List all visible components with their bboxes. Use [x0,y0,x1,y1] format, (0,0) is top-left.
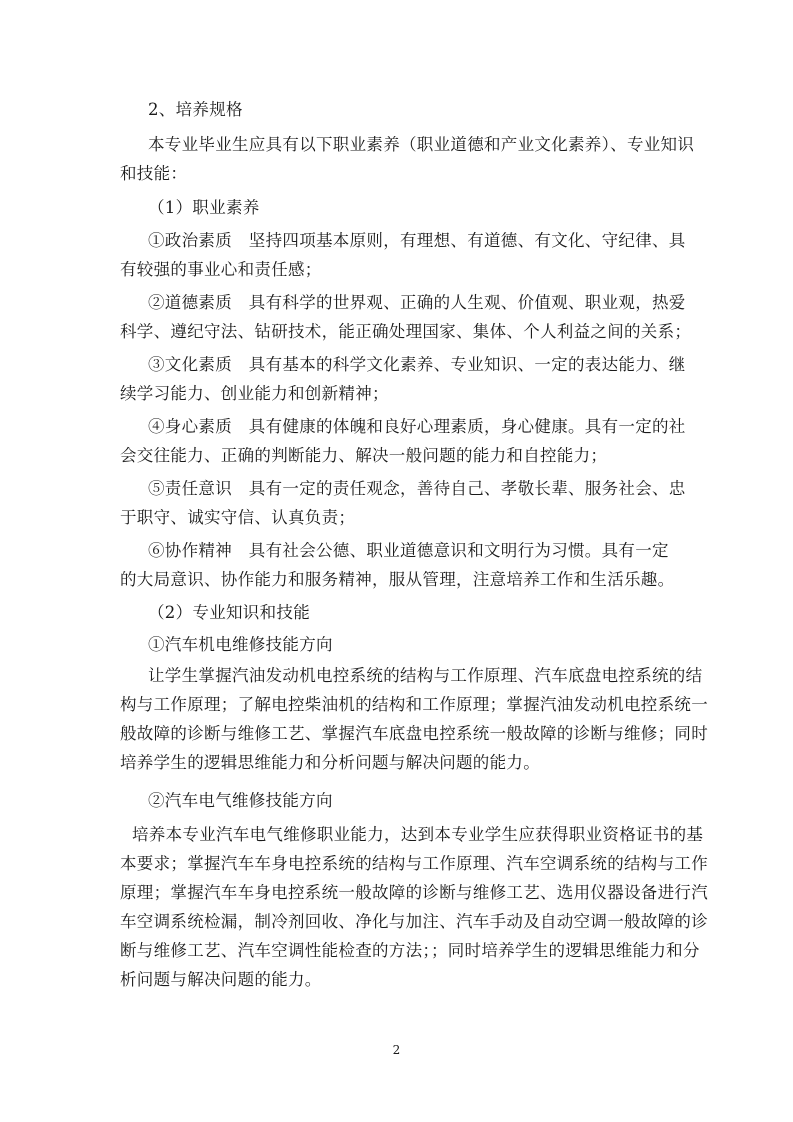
paragraph-line: 般故障的诊断与维修工艺、掌握汽车底盘电控系统一般故障的诊断与维修；同时 [120,724,708,743]
paragraph-line: ④身心素质 具有健康的体魄和良好心理素质，身心健康。具有一定的社 [148,417,686,436]
paragraph-line: 断与维修工艺、汽车空调性能检查的方法；；同时培养学生的逻辑思维能力和分 [120,941,700,960]
paragraph-line: 有较强的事业心和责任感； [120,260,322,279]
paragraph-line: 培养学生的逻辑思维能力和分析问题与解决问题的能力。 [120,753,540,772]
section-heading: 2、培养规格 [148,100,243,119]
paragraph-line: 构与工作原理；了解电控柴油机的结构和工作原理；掌握汽油发动机电控系统一 [120,695,708,714]
paragraph-line: ①政治素质 坚持四项基本原则，有理想、有道德、有文化、守纪律、具 [148,231,686,250]
paragraph-line: 让学生掌握汽油发动机电控系统的结构与工作原理、汽车底盘电控系统的结 [148,666,703,685]
paragraph-line: 本专业毕业生应具有以下职业素养（职业道德和产业文化素养）、专业知识 [148,135,695,154]
paragraph-line: ③文化素质 具有基本的科学文化素养、专业知识、一定的表达能力、继 [148,355,686,374]
paragraph-line: 会交往能力、正确的判断能力、解决一般问题的能力和自控能力； [120,446,608,465]
paragraph-line: 于职守、诚实守信、认真负责； [120,508,356,527]
paragraph-line: 原理；掌握汽车车身电控系统一般故障的诊断与维修工艺、选用仪器设备进行汽 [120,883,708,902]
paragraph-line: ⑤责任意识 具有一定的责任观念，善待自己、孝敬长辈、服务社会、忠 [148,479,686,498]
subsection-heading: （2）专业知识和技能 [148,603,310,622]
paragraph-line: 的大局意识、协作能力和服务精神，服从管理，注意培养工作和生活乐趣。 [120,570,675,589]
direction-heading: ②汽车电气维修技能方向 [148,791,333,810]
paragraph-line: 车空调系统检漏，制冷剂回收、净化与加注、汽车手动及自动空调一般故障的诊 [120,912,708,931]
page-number: 2 [392,1043,401,1057]
paragraph-line: 续学习能力、创业能力和创新精神； [120,384,389,403]
subsection-heading: （1）职业素养 [148,198,260,217]
paragraph-line: ②道德素质 具有科学的世界观、正确的人生观、价值观、职业观，热爱 [148,293,686,312]
paragraph-line: 析问题与解决问题的能力。 [120,970,322,989]
paragraph-line: 本要求；掌握汽车车身电控系统的结构与工作原理、汽车空调系统的结构与工作 [120,854,708,873]
paragraph-line: ⑥协作精神 具有社会公德、职业道德意识和文明行为习惯。具有一定 [148,541,669,560]
paragraph-line: 科学、遵纪守法、钻研技术，能正确处理国家、集体、个人利益之间的关系； [120,322,692,341]
paragraph-line: 培养本专业汽车电气维修职业能力，达到本专业学生应获得职业资格证书的基 [132,825,704,844]
direction-heading: ①汽车机电维修技能方向 [148,635,333,654]
paragraph-line: 和技能： [120,164,188,183]
